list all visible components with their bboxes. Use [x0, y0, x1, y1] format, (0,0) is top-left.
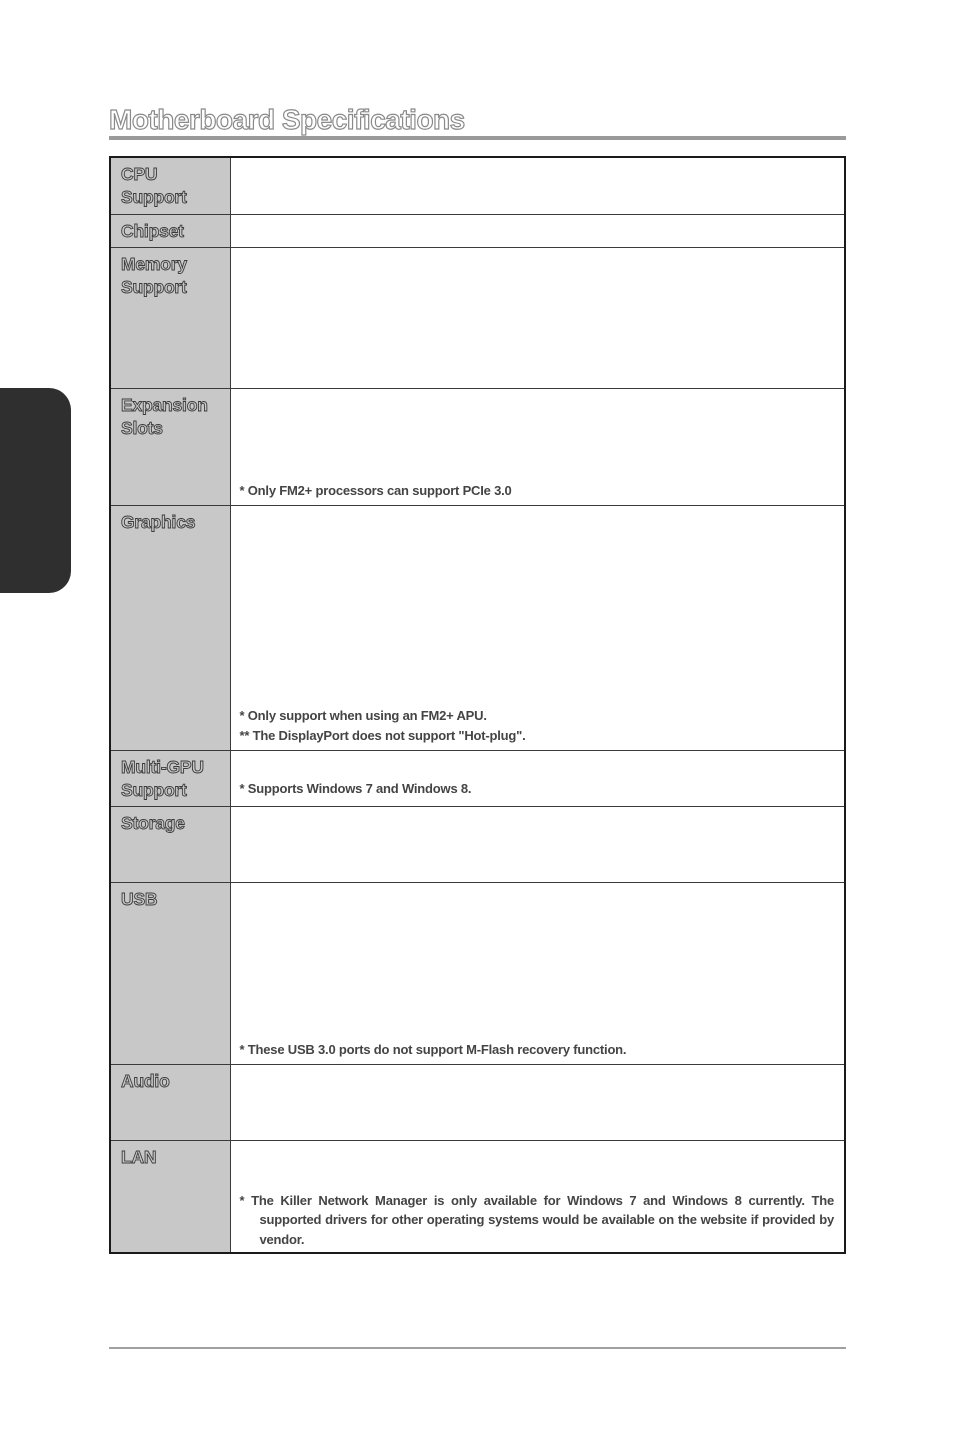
spec-content	[230, 157, 845, 214]
spec-row-expansion-slots	[110, 388, 845, 505]
title-underline	[109, 136, 846, 140]
spec-label	[110, 247, 230, 388]
spec-label-line: Graphics	[121, 511, 196, 532]
spec-content	[230, 882, 845, 1064]
spec-label-line: Slots	[121, 417, 163, 438]
spec-content	[230, 1140, 845, 1253]
spec-label	[110, 157, 230, 214]
spec-footnote: * These USB 3.0 ports do not support M-Flash recovery function.	[239, 1041, 627, 1057]
page-title: Motherboard Specifications	[109, 104, 465, 135]
spec-row-cpu-support	[110, 157, 845, 214]
spec-label-line: Support	[121, 779, 187, 800]
spec-label	[110, 806, 230, 882]
spec-label	[110, 750, 230, 806]
footer-rule	[109, 1347, 846, 1349]
spec-content	[230, 806, 845, 882]
spec-row-memory-support	[110, 247, 845, 388]
spec-footnote: ** The DisplayPort does not support "Hot-plug".	[239, 727, 526, 743]
spec-content	[230, 750, 845, 806]
spec-row-lan	[110, 1140, 845, 1253]
spec-row-storage	[110, 806, 845, 882]
spec-label	[110, 1140, 230, 1253]
spec-row-graphics	[110, 505, 845, 750]
spec-footnote: * The Killer Network Manager is only available for Windows 7 and Windows 8 currently. The supported drivers for other operating systems would be available on the website if provided by vendor.	[239, 1192, 834, 1247]
spec-content	[230, 214, 845, 247]
spec-label-line: Support	[121, 187, 187, 207]
spec-footnote: * Supports Windows 7 and Windows 8.	[239, 780, 472, 796]
spec-label-line: Storage	[121, 812, 185, 833]
spec-label	[110, 388, 230, 505]
spec-label	[110, 1064, 230, 1140]
spec-label-line: Support	[121, 276, 187, 297]
spec-content	[230, 388, 845, 505]
spec-label-line: Audio	[121, 1070, 170, 1091]
spec-label-line: LAN	[121, 1146, 157, 1167]
chapter-side-tab	[0, 388, 71, 593]
spec-label-line: USB	[121, 888, 158, 909]
spec-label	[110, 214, 230, 247]
spec-label	[110, 505, 230, 750]
spec-row-audio	[110, 1064, 845, 1140]
spec-content	[230, 1064, 845, 1140]
spec-footnote: * Only support when using an FM2+ APU.	[239, 707, 487, 723]
spec-label-line: Chipset	[121, 220, 184, 241]
spec-label-line: Expansion	[121, 394, 208, 415]
spec-label-line: Multi-GPU	[121, 756, 204, 777]
specifications-table	[109, 156, 846, 1254]
spec-row-chipset	[110, 214, 845, 247]
spec-label-line: Memory	[121, 253, 187, 274]
spec-content	[230, 505, 845, 750]
spec-content	[230, 247, 845, 388]
spec-row-multi-gpu-support	[110, 750, 845, 806]
spec-label-line: CPU	[121, 164, 158, 184]
spec-label	[110, 882, 230, 1064]
spec-footnote: * Only FM2+ processors can support PCIe 3.0	[239, 482, 512, 498]
spec-row-usb	[110, 882, 845, 1064]
